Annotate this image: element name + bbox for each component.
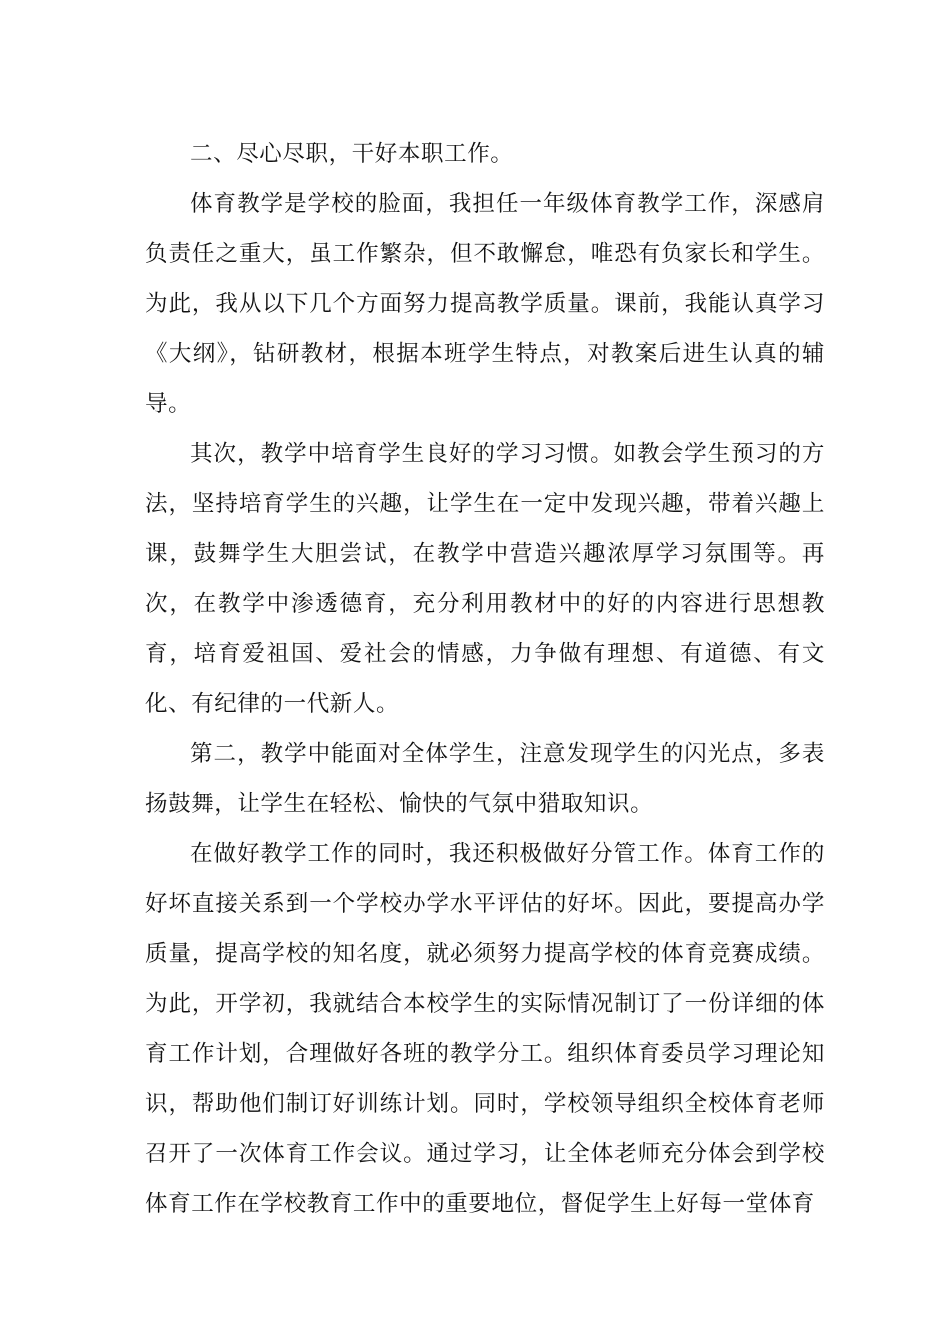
document-body — [145, 129, 825, 1229]
section-heading: 二、尽心尽职，干好本职工作。 — [190, 141, 514, 167]
paragraph-all-students: 第二，教学中能面对全体学生，注意发现学生的闪光点，多表扬鼓舞，让学生在轻松、愉快的气氛中猎取知识。 — [145, 741, 825, 817]
paragraph-study-habits: 其次，教学中培育学生良好的学习习惯。如教会学生预习的方法，坚持培育学生的兴趣，让学生在一定中发现兴趣，带着兴趣上课，鼓舞学生大胆尝试，在教学中营造兴趣浓厚学习氛围等。再次，在教学中渗透德育，充分利用教材中的好的内容进行思想教育，培育爱祖国、爱社会的情感，力争做有理想、有道德、有文化、有纪律的一代新人。 — [145, 441, 825, 717]
paragraph-teaching-overview: 体育教学是学校的脸面，我担任一年级体育教学工作，深感肩负责任之重大，虽工作繁杂，但不敢懈怠，唯恐有负家长和学生。为此，我从以下几个方面努力提高教学质量。课前，我能认真学习《大纲》，钻研教材，根据本班学生特点，对教案后进生认真的辅导。 — [145, 191, 825, 417]
paragraph-management-work: 在做好教学工作的同时，我还积极做好分管工作。体育工作的好坏直接关系到一个学校办学水平评估的好坏。因此，要提高办学质量，提高学校的知名度，就必须努力提高学校的体育竞赛成绩。为此，开学初，我就结合本校学生的实际情况制订了一份详细的体育工作计划，合理做好各班的教学分工。组织体育委员学习理论知识，帮助他们制订好训练计划。同时，学校领导组织全校体育老师召开了一次体育工作会议。通过学习，让全体老师充分体会到学校体育工作在学校教育工作中的重要地位，督促学生上好每一堂体育 — [145, 841, 825, 1217]
